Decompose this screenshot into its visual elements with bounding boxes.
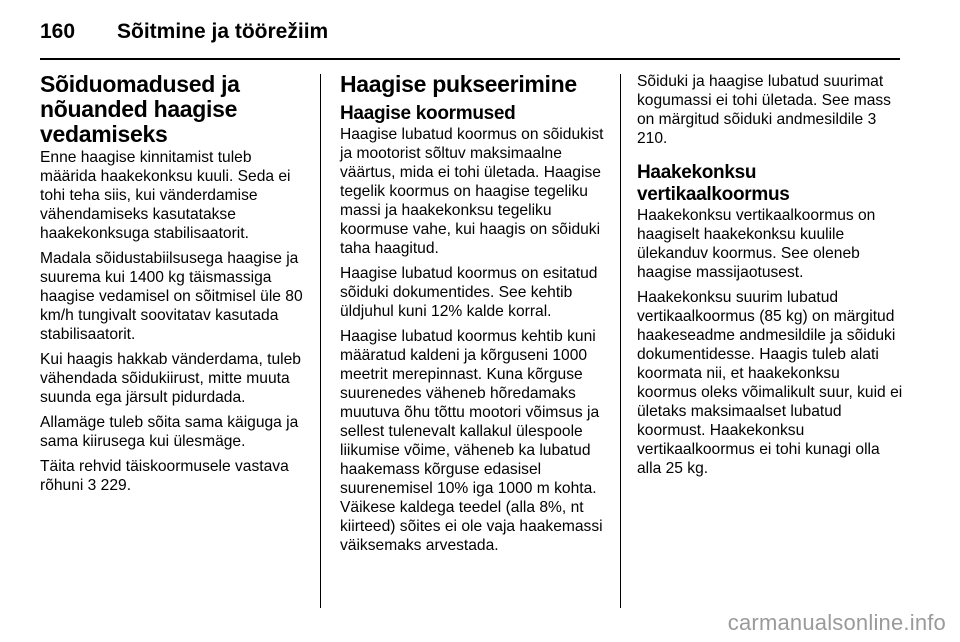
paragraph: Haakekonksu vertikaalkoormus on haagiselt haakekonksu kuulile ülekanduv koormus. See oleneb haagise massijaotusest. xyxy=(637,207,876,281)
paragraph: Madala sõidustabiilsusega haagise ja suurema kui 1400 kg täismassiga haagise vedamisel on sõitmisel üle 80 km/h tungivalt soovitatav kasutada stabilisaatorit. xyxy=(40,250,303,343)
section-title-line-3: vedamiseks xyxy=(40,121,168,147)
paragraph: Haagise lubatud koormus on sõidukist ja mootorist sõltuv maksimaalne väärtus, mida ei tohi ületada. Haagise tegelik koormus on haagise tegeliku massi ja haakekonksu tegeliku koormuse vahe, kui haagis on sõiduki taha haagitud. xyxy=(340,126,604,257)
section-title-driving-tips xyxy=(40,72,308,147)
paragraph: Haagise lubatud koormus on esitatud sõiduki dokumentides. See kehtib üldjuhul kuni 12% kalde korral. xyxy=(340,265,598,320)
header-rule xyxy=(40,58,900,60)
column-divider-left xyxy=(320,74,321,608)
column-left xyxy=(40,72,308,501)
paragraph: Haagise lubatud koormus kehtib kuni määratud kaldeni ja kõrguseni 1000 meetrit merepinnast. Kuna kõrguse suurenedes väheneb hõredamaks muutuva õhu tõttu mootori võimsus ja sellest tulenevalt kallakul ülespoole liikumise võime, väheneb ka lubatud haakemass kõrguse edasisel suurenemisel 10% iga 1000 m kohta. Väikese kaldega teedel (alla 8%, nt kiirteed) sõites ei ole vaja haakemassi väiksemaks arvestada. xyxy=(340,328,603,554)
paragraph: Enne haagise kinnitamist tuleb määrida haakekonksu kuuli. Seda ei tohi teha siis, kui vänderdamise vähendamiseks kasutatakse haakekonksuga stabilisaatorit. xyxy=(40,149,291,242)
column-divider-right xyxy=(620,74,621,608)
column-middle xyxy=(340,72,606,561)
paragraph: Sõiduki ja haagise lubatud suurimat kogumassi ei tohi ületada. See mass on märgitud sõiduki andmesildile 3 210. xyxy=(637,73,891,147)
section-title-line-2: nõuanded haagise xyxy=(40,96,238,122)
page-number: 160 xyxy=(40,20,76,43)
watermark: carmanualsonline.info xyxy=(727,610,946,635)
page-header xyxy=(40,14,900,54)
section-title-line-1: Sõiduomadused ja xyxy=(40,71,240,97)
section-title-towing: Haagise pukseerimine xyxy=(340,71,577,97)
subtitle-vertical-coupling-load: Haakekonksu vertikaalkoormus xyxy=(637,162,790,205)
paragraph: Täita rehvid täiskoormusele vastava rõhuni 3 229. xyxy=(40,458,289,494)
paragraph: Haakekonksu suurim lubatud vertikaalkoormus (85 kg) on märgitud haakeseadme andmesildile ja sõiduki dokumentidesse. Haagis tuleb alati koormata nii, et haakekonksu koormus oleks võimalikult suur, kuid ei ületaks maksimaalset lubatud koormust. Haakekonksu vertikaalkoormus ei tohi kunagi olla alla 25 kg. xyxy=(637,289,903,477)
subtitle-trailer-loads: Haagise koormused xyxy=(340,103,516,124)
paragraph: Allamäge tuleb sõita sama käiguga ja sama kiirusega kui ülesmäge. xyxy=(40,414,299,450)
column-right xyxy=(637,72,903,484)
paragraph: Kui haagis hakkab vänderdama, tuleb vähendada sõidukiirust, mitte muuta suunda ega järsult pidurdada. xyxy=(40,351,301,406)
chapter-title: Sõitmine ja töörežiim xyxy=(117,20,329,43)
